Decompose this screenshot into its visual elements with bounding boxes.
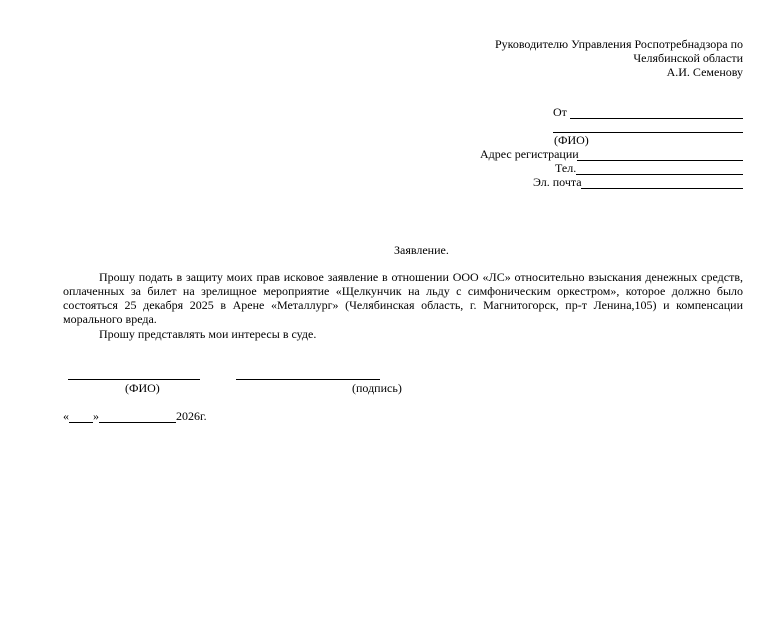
signature-fio-label: (ФИО) — [125, 381, 160, 395]
recipient-line-2: Челябинской области — [633, 51, 743, 65]
address-underline — [577, 160, 743, 161]
from-label: От — [553, 105, 567, 119]
email-label: Эл. почта — [533, 175, 582, 189]
body-paragraph-1: Прошу подать в защиту моих прав исковое заявление в отношении ООО «ЛС» относительно взыскания денежных средств, оплаченных за билет на зрелищное мероприятие «Щелкунчик на льду с симфоническим оркестром», которое должно было состояться 25 декабря 2025 в Арене «Металлург» (Челябинская область, г. Магнитогорск, пр-т Ленина,105) и компенсации морального вреда. — [63, 270, 743, 326]
recipient-line-1: Руководителю Управления Роспотребнадзора по — [494, 37, 743, 51]
address-label: Адрес регистрации — [480, 147, 579, 161]
email-underline — [581, 188, 743, 189]
sign-underline — [236, 379, 380, 380]
sender-fio-label: (ФИО) — [554, 133, 589, 147]
from-underline — [570, 118, 743, 119]
date-day-underline — [69, 422, 93, 423]
phone-underline — [576, 174, 743, 175]
recipient-line-3: А.И. Семенову — [666, 65, 743, 79]
date-month-underline — [99, 422, 176, 423]
date-year: 2026г. — [176, 409, 207, 423]
date-close-quote: » — [93, 409, 99, 423]
phone-label: Тел. — [555, 161, 577, 175]
body-paragraph-2: Прошу представлять мои интересы в суде. — [99, 327, 317, 341]
date-open-quote: « — [63, 409, 69, 423]
signature-sign-label: (подпись) — [352, 381, 402, 395]
document-title: Заявление. — [394, 243, 449, 257]
fio-signature-underline — [68, 379, 200, 380]
